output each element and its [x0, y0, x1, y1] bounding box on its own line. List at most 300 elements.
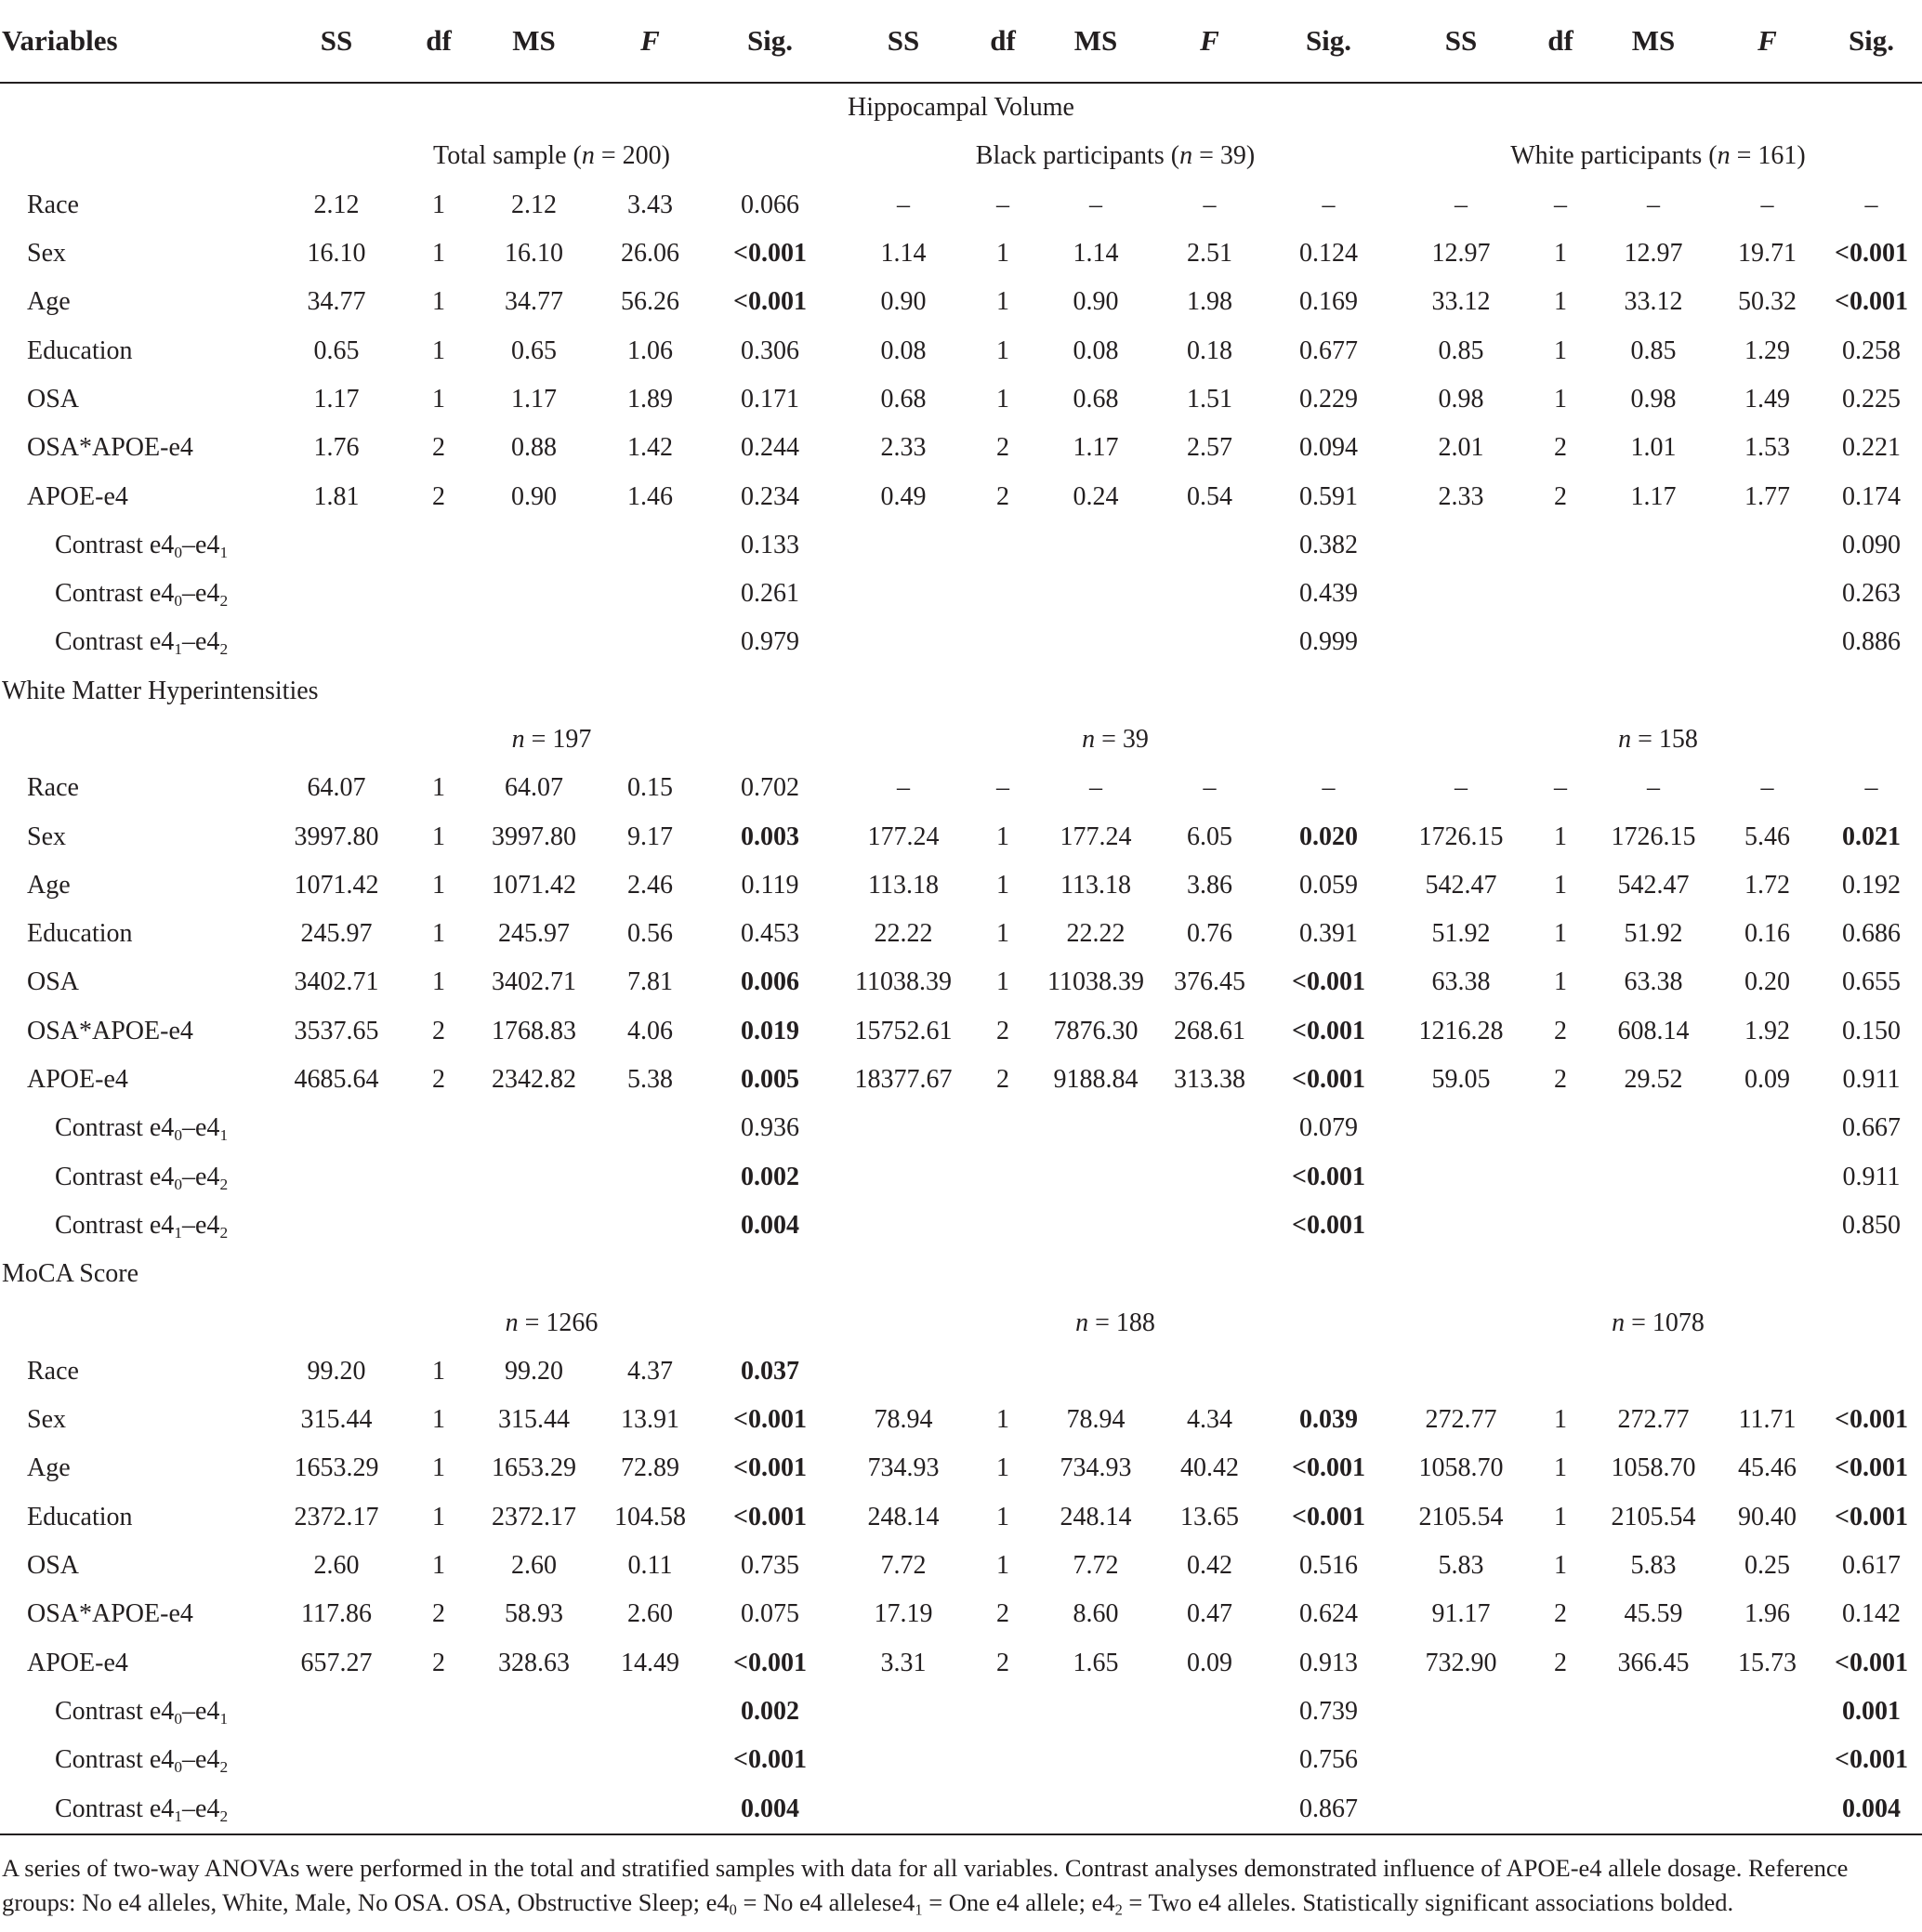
- row-label: Race: [27, 190, 79, 219]
- cell-sig: <0.001: [1835, 1648, 1908, 1677]
- cell-df: 1: [432, 773, 445, 803]
- table-row: [0, 1736, 1922, 1784]
- cell-df: [1528, 1688, 1593, 1736]
- row-label: OSA: [27, 384, 80, 414]
- row-label: Race: [27, 773, 79, 803]
- cell-f: 313.38: [1174, 1065, 1245, 1095]
- cell-ss: [267, 1784, 406, 1833]
- cell-df: 1: [432, 821, 445, 851]
- table-footnote: A series of two-way ANOVAs were performed in the total and stratified samples with data for all variables. Contrast analyses demonstrated influence of APOE-e4 allele dosage. Reference groups: No e4 alleles, White, Male, No OSA. OSA, Obstructive Sleep; $e4_0 = No$ e4 $allelese4_1$ = One e4 allele; $e4_2$ = Two e4 alleles. Statistically significant associations bolded.: [2, 1854, 1849, 1919]
- cell-f: [597, 618, 704, 666]
- cell-df: [406, 1736, 471, 1784]
- group-header: n = 197: [511, 725, 592, 754]
- cell-sig: –: [1322, 190, 1336, 219]
- cell-f: [1156, 1202, 1263, 1250]
- cell-f: [1156, 570, 1263, 618]
- cell-ms: 34.77: [505, 287, 563, 317]
- n-symbol: n: [511, 725, 525, 754]
- cell-df: 1: [432, 239, 445, 269]
- cell-ss: 91.17: [1431, 1599, 1491, 1629]
- cell-ms: 177.24: [1060, 821, 1132, 851]
- cell-sig: 0.090: [1842, 530, 1901, 559]
- column-header-sig: Sig.: [1263, 0, 1394, 83]
- cell-df: [970, 1736, 1035, 1784]
- table-row: [0, 1784, 1922, 1833]
- cell-df: 1: [432, 190, 445, 219]
- cell-sig: <0.001: [1835, 1745, 1908, 1775]
- cell-ss: –: [1455, 773, 1468, 803]
- cell-ms: [1593, 1202, 1714, 1250]
- cell-ms: 29.52: [1624, 1065, 1683, 1095]
- cell-sig: [1821, 1347, 1922, 1396]
- group-header: Black participants (n = 39): [975, 141, 1256, 171]
- cell-sig: 0.001: [1842, 1696, 1901, 1726]
- cell-sig: 0.850: [1842, 1210, 1901, 1240]
- cell-ms: [471, 1202, 597, 1250]
- group-header: n = 188: [1075, 1308, 1155, 1337]
- cell-ms: [1593, 1153, 1714, 1202]
- cell-sig: 0.702: [741, 773, 799, 803]
- cell-ss: 51.92: [1431, 919, 1491, 949]
- cell-df: [1528, 618, 1593, 666]
- cell-f: [1714, 618, 1821, 666]
- n-symbol: n: [1612, 1308, 1626, 1337]
- cell-sig: <0.001: [1835, 1453, 1908, 1483]
- cell-ss: 177.24: [867, 821, 940, 851]
- cell-ms: 272.77: [1617, 1405, 1690, 1435]
- cell-ms: 1.17: [1073, 433, 1119, 463]
- cell-ss: 1.17: [313, 384, 360, 414]
- cell-ss: [267, 1104, 406, 1152]
- cell-df: –: [1554, 773, 1567, 803]
- cell-sig: 0.005: [741, 1065, 799, 1095]
- cell-df: [406, 1202, 471, 1250]
- cell-df: 1: [996, 870, 1009, 900]
- cell-ss: [267, 618, 406, 666]
- cell-ms: [471, 1104, 597, 1152]
- section-0: [0, 83, 1922, 667]
- cell-f: 2.46: [627, 870, 673, 900]
- cell-df: 1: [996, 1551, 1009, 1581]
- row-label: Age: [27, 287, 71, 317]
- table-row: [0, 812, 1922, 861]
- table-row: [0, 958, 1922, 1006]
- cell-ms: [1593, 1347, 1714, 1396]
- cell-ss: 2372.17: [294, 1502, 379, 1531]
- cell-df: –: [996, 773, 1009, 803]
- cell-sig: 0.867: [1263, 1784, 1394, 1833]
- cell-sig: 0.979: [741, 627, 799, 657]
- cell-df: 1: [1554, 239, 1567, 269]
- cell-f: [1156, 1104, 1263, 1152]
- row-label: Contrast $e4_1-e4_2$: [55, 1210, 229, 1242]
- cell-ss: 0.68: [880, 384, 927, 414]
- cell-f: [597, 1104, 704, 1152]
- cell-df: 1: [432, 287, 445, 317]
- cell-sig: 0.002: [741, 1162, 799, 1191]
- cell-ss: 113.18: [868, 870, 939, 900]
- row-label: Sex: [27, 239, 66, 269]
- cell-ss: –: [897, 190, 910, 219]
- cell-sig: 0.221: [1842, 433, 1901, 463]
- cell-sig: 0.911: [1842, 1162, 1901, 1191]
- cell-ss: 63.38: [1431, 967, 1491, 997]
- cell-ms: [471, 618, 597, 666]
- table-row: [0, 1590, 1922, 1638]
- cell-df: [1528, 1153, 1593, 1202]
- cell-ms: 1071.42: [492, 870, 576, 900]
- cell-df: 2: [996, 1648, 1009, 1677]
- row-label: Sex: [27, 821, 66, 851]
- cell-sig: <0.001: [1292, 1210, 1365, 1240]
- cell-ms: 12.97: [1624, 239, 1683, 269]
- cell-ss: [836, 1347, 970, 1396]
- cell-ms: 542.47: [1617, 870, 1690, 900]
- variables-header: Variables: [0, 0, 267, 83]
- cell-f: 5.46: [1744, 821, 1790, 851]
- cell-df: [970, 1153, 1035, 1202]
- cell-ss: 3997.80: [294, 821, 379, 851]
- cell-ms: 0.24: [1073, 481, 1119, 511]
- cell-ms: 1058.70: [1611, 1453, 1696, 1483]
- cell-ms: 2.12: [511, 190, 557, 219]
- row-label: OSA*APOE-e4: [27, 1016, 193, 1045]
- n-symbol: n: [1717, 141, 1731, 171]
- cell-sig: <0.001: [1292, 1502, 1365, 1531]
- cell-sig: 0.999: [1299, 627, 1358, 657]
- cell-ms: [1035, 1688, 1156, 1736]
- cell-sig: 0.667: [1842, 1113, 1901, 1143]
- cell-ms: 608.14: [1617, 1016, 1690, 1045]
- cell-f: [597, 570, 704, 618]
- cell-ms: 22.22: [1066, 919, 1126, 949]
- cell-ss: [1394, 521, 1528, 570]
- cell-f: –: [1203, 773, 1217, 803]
- cell-sig: 0.192: [1842, 870, 1901, 900]
- cell-ms: 1.17: [1630, 481, 1677, 511]
- cell-df: 2: [432, 433, 445, 463]
- cell-df: [1528, 570, 1593, 618]
- cell-df: [970, 521, 1035, 570]
- cell-sig: 0.019: [741, 1016, 799, 1045]
- row-label: Sex: [27, 1405, 66, 1435]
- cell-sig: <0.001: [733, 1648, 807, 1677]
- cell-ms: 51.92: [1624, 919, 1683, 949]
- cell-ms: 366.45: [1617, 1648, 1690, 1677]
- row-label: OSA: [27, 967, 80, 997]
- cell-ms: 1.65: [1073, 1648, 1119, 1677]
- cell-ss: [267, 1202, 406, 1250]
- cell-ss: 2.33: [1438, 481, 1484, 511]
- cell-ss: [1394, 1202, 1528, 1250]
- cell-df: 1: [432, 919, 445, 949]
- column-header-ss: SS: [836, 0, 970, 83]
- cell-df: [1528, 1736, 1593, 1784]
- cell-ss: 1.14: [880, 239, 927, 269]
- cell-f: 90.40: [1738, 1502, 1797, 1531]
- cell-f: 72.89: [621, 1453, 679, 1483]
- cell-f: 1.96: [1744, 1599, 1790, 1629]
- cell-sig: 0.913: [1299, 1648, 1358, 1677]
- cell-sig: <0.001: [733, 1405, 807, 1435]
- table-row: [0, 618, 1922, 666]
- cell-f: [1714, 1104, 1821, 1152]
- cell-ss: 15752.61: [854, 1016, 953, 1045]
- column-header-df: df: [406, 0, 471, 83]
- cell-ms: [1593, 570, 1714, 618]
- cell-f: 4.06: [627, 1016, 673, 1045]
- cell-ms: 0.88: [511, 433, 557, 463]
- cell-ms: 245.97: [498, 919, 570, 949]
- cell-sig: 0.004: [704, 1784, 836, 1833]
- cell-f: 1.29: [1744, 335, 1790, 365]
- cell-ss: [1394, 1736, 1528, 1784]
- cell-sig: 0.119: [741, 870, 799, 900]
- column-header-df: df: [970, 0, 1035, 83]
- cell-df: [970, 1347, 1035, 1396]
- cell-ms: 0.98: [1630, 384, 1677, 414]
- section-title: White Matter Hyperintensities: [2, 676, 319, 705]
- cell-sig: 0.382: [1299, 530, 1358, 559]
- column-header-sig: Sig.: [1821, 0, 1922, 83]
- cell-sig: 0.686: [1842, 919, 1901, 949]
- cell-f: 2.57: [1187, 433, 1232, 463]
- row-label: Age: [27, 1453, 71, 1483]
- row-label: Contrast $e4_1-e4_2$: [55, 627, 229, 659]
- cell-sig: –: [1864, 773, 1878, 803]
- cell-f: 13.65: [1180, 1502, 1239, 1531]
- cell-ss: [1394, 1688, 1528, 1736]
- cell-sig: <0.001: [733, 1502, 807, 1531]
- section-title-row: [0, 1250, 1922, 1298]
- cell-f: 0.18: [1187, 335, 1232, 365]
- cell-ss: 1071.42: [294, 870, 379, 900]
- table-row: [0, 570, 1922, 618]
- cell-sig: <0.001: [1292, 1162, 1365, 1191]
- cell-ms: 0.08: [1073, 335, 1119, 365]
- row-label: Contrast $e4_0-e4_1$: [55, 530, 229, 561]
- cell-ss: 33.12: [1431, 287, 1491, 317]
- cell-f: 11.71: [1738, 1405, 1797, 1435]
- cell-ss: [836, 1202, 970, 1250]
- cell-df: [406, 570, 471, 618]
- cell-ms: 1726.15: [1611, 821, 1696, 851]
- cell-ms: 0.68: [1073, 384, 1119, 414]
- column-header-df: df: [1528, 0, 1593, 83]
- cell-sig: <0.001: [1292, 1016, 1365, 1045]
- cell-df: 2: [432, 1599, 445, 1629]
- group-header-row: [0, 132, 1922, 180]
- cell-df: 1: [1554, 1453, 1567, 1483]
- cell-sig: <0.001: [733, 1453, 807, 1483]
- cell-ss: [1394, 570, 1528, 618]
- cell-sig: 0.244: [741, 433, 799, 463]
- column-header-ms: MS: [1593, 0, 1714, 83]
- cell-f: 0.09: [1187, 1648, 1232, 1677]
- cell-df: 1: [1554, 919, 1567, 949]
- cell-f: –: [1760, 190, 1774, 219]
- cell-ms: 0.90: [1073, 287, 1119, 317]
- cell-ss: 1.76: [313, 433, 360, 463]
- table-row: [0, 1347, 1922, 1396]
- cell-sig: 0.002: [741, 1696, 799, 1726]
- cell-f: 0.16: [1744, 919, 1790, 949]
- cell-ss: [267, 1688, 406, 1736]
- cell-sig: 0.936: [741, 1113, 799, 1143]
- group-header: Total sample (n = 200): [433, 141, 670, 171]
- cell-df: –: [996, 190, 1009, 219]
- cell-ss: [836, 1688, 970, 1736]
- cell-f: 1.42: [627, 433, 673, 463]
- cell-f: 14.49: [621, 1648, 679, 1677]
- cell-ms: –: [1089, 190, 1102, 219]
- cell-ss: 17.19: [874, 1599, 933, 1629]
- cell-ss: [836, 1736, 970, 1784]
- cell-df: 1: [1554, 335, 1567, 365]
- cell-ms: 1.01: [1630, 433, 1677, 463]
- cell-sig: 0.003: [741, 821, 799, 851]
- cell-sig: 0.391: [1299, 919, 1358, 949]
- cell-ss: [267, 521, 406, 570]
- cell-sig: 0.655: [1842, 967, 1901, 997]
- cell-df: 2: [432, 1016, 445, 1045]
- column-header-f: F: [597, 0, 704, 83]
- cell-df: [1528, 1202, 1593, 1250]
- table-row: [0, 1396, 1922, 1444]
- cell-ms: 0.85: [1630, 335, 1677, 365]
- row-label: Contrast $e4_0-e4_2$: [55, 1162, 229, 1193]
- column-header-ss: SS: [267, 0, 406, 83]
- cell-sig: 0.075: [741, 1599, 799, 1629]
- column-header-f: F: [1156, 0, 1263, 83]
- cell-f: 9.17: [627, 821, 673, 851]
- cell-sig: 0.739: [1299, 1696, 1358, 1726]
- row-label: Race: [27, 1356, 79, 1386]
- cell-df: [970, 1784, 1035, 1833]
- cell-ms: 248.14: [1060, 1502, 1132, 1531]
- cell-f: [1714, 1784, 1821, 1833]
- cell-df: 1: [432, 1405, 445, 1435]
- cell-ss: 1726.15: [1418, 821, 1504, 851]
- cell-sig: 0.171: [741, 384, 799, 414]
- cell-sig: <0.001: [1835, 287, 1908, 317]
- cell-df: 1: [1554, 287, 1567, 317]
- cell-df: 2: [996, 1016, 1009, 1045]
- cell-sig: 0.624: [1299, 1599, 1358, 1629]
- cell-ss: 34.77: [307, 287, 366, 317]
- cell-ms: 7876.30: [1053, 1016, 1139, 1045]
- cell-df: [406, 521, 471, 570]
- cell-ss: 7.72: [880, 1551, 927, 1581]
- cell-f: 0.54: [1187, 481, 1232, 511]
- cell-f: 0.56: [627, 919, 673, 949]
- cell-ss: 1.81: [313, 481, 360, 511]
- cell-ms: [471, 1153, 597, 1202]
- cell-sig: 0.617: [1842, 1551, 1901, 1581]
- cell-f: 2.60: [627, 1599, 673, 1629]
- cell-f: [1714, 1688, 1821, 1736]
- column-header-sig: Sig.: [704, 0, 836, 83]
- table-header-row: [0, 0, 1922, 83]
- cell-ms: 5.83: [1630, 1551, 1677, 1581]
- table-row: [0, 1542, 1922, 1590]
- n-symbol: n: [581, 141, 595, 171]
- cell-ss: 0.90: [880, 287, 927, 317]
- cell-sig: 0.094: [1299, 433, 1358, 463]
- column-header-f: F: [1714, 0, 1821, 83]
- cell-sig: 0.004: [1821, 1784, 1922, 1833]
- cell-df: 1: [996, 967, 1009, 997]
- cell-f: 376.45: [1174, 967, 1245, 997]
- cell-ss: –: [897, 773, 910, 803]
- cell-sig: 0.124: [1299, 239, 1358, 269]
- cell-ss: [836, 521, 970, 570]
- cell-df: 2: [1554, 1599, 1567, 1629]
- cell-ss: 117.86: [301, 1599, 372, 1629]
- table-row: [0, 1007, 1922, 1056]
- cell-f: 50.32: [1738, 287, 1797, 317]
- cell-f: [1714, 1736, 1821, 1784]
- cell-f: [1156, 1736, 1263, 1784]
- table-row: [0, 375, 1922, 424]
- cell-df: [406, 1688, 471, 1736]
- cell-f: 45.46: [1738, 1453, 1797, 1483]
- cell-ms: 1653.29: [492, 1453, 576, 1483]
- cell-df: 2: [1554, 1016, 1567, 1045]
- cell-ms: 16.10: [505, 239, 563, 269]
- cell-ms: [471, 1688, 597, 1736]
- cell-ss: [836, 1104, 970, 1152]
- cell-ss: 734.93: [867, 1453, 940, 1483]
- cell-f: 1.49: [1744, 384, 1790, 414]
- cell-f: 2.51: [1187, 239, 1232, 269]
- cell-sig: <0.001: [1835, 239, 1908, 269]
- table-row: [0, 472, 1922, 520]
- cell-f: 5.38: [627, 1065, 673, 1095]
- cell-f: 4.34: [1187, 1405, 1232, 1435]
- cell-ss: 732.90: [1425, 1648, 1497, 1677]
- cell-ss: [836, 1153, 970, 1202]
- cell-ms: [1593, 521, 1714, 570]
- cell-sig: 0.174: [1842, 481, 1901, 511]
- cell-df: 1: [996, 821, 1009, 851]
- cell-ss: 3537.65: [294, 1016, 379, 1045]
- cell-f: –: [1203, 190, 1217, 219]
- cell-ms: [1035, 1202, 1156, 1250]
- cell-df: [970, 1688, 1035, 1736]
- cell-f: 1.53: [1744, 433, 1790, 463]
- table-row: [0, 1056, 1922, 1104]
- cell-ms: [1035, 618, 1156, 666]
- cell-ms: 58.93: [505, 1599, 563, 1629]
- cell-df: 2: [1554, 1648, 1567, 1677]
- cell-f: [597, 1736, 704, 1784]
- cell-sig: 0.006: [741, 967, 799, 997]
- column-header-ms: MS: [1035, 0, 1156, 83]
- section-2: [0, 1250, 1922, 1834]
- cell-f: [1156, 521, 1263, 570]
- cell-f: 0.20: [1744, 967, 1790, 997]
- cell-df: 1: [432, 1502, 445, 1531]
- cell-ms: 2.60: [511, 1551, 557, 1581]
- table-row: [0, 1493, 1922, 1542]
- table-row: [0, 230, 1922, 278]
- cell-ss: 1653.29: [294, 1453, 379, 1483]
- cell-ms: 64.07: [505, 773, 563, 803]
- cell-f: [1156, 1784, 1263, 1833]
- cell-ss: 2.33: [880, 433, 927, 463]
- cell-f: 40.42: [1180, 1453, 1239, 1483]
